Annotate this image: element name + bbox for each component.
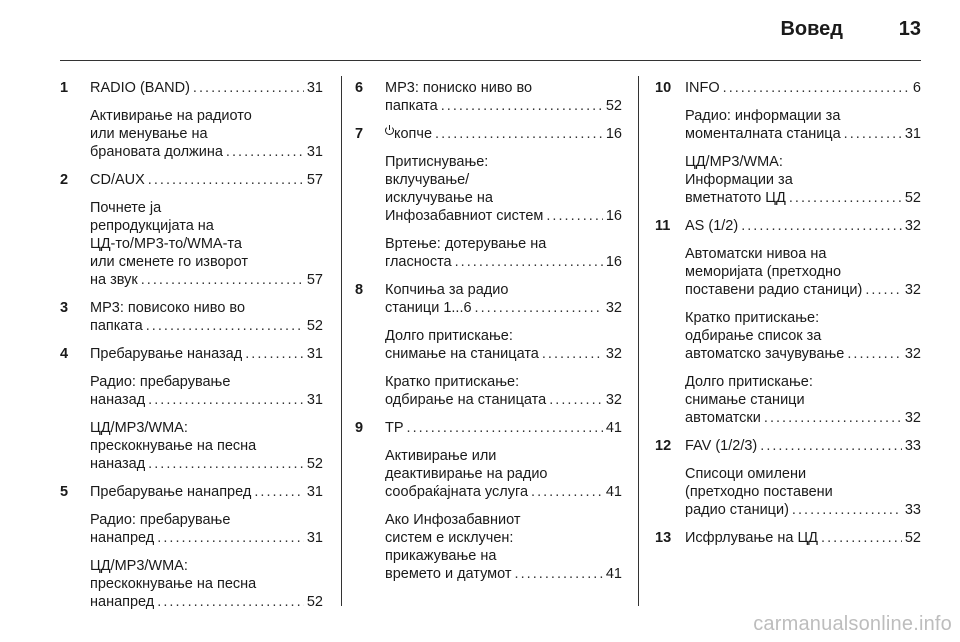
toc-paragraph	[385, 281, 622, 317]
toc-entry	[355, 419, 622, 583]
toc-line	[385, 447, 622, 465]
toc-line	[90, 253, 323, 271]
toc-paragraph	[90, 373, 323, 409]
toc-page-ref: 31	[306, 346, 323, 362]
toc-line-with-page	[90, 483, 323, 501]
page-header	[60, 18, 921, 48]
toc-text: Вртење: дотерување на	[385, 236, 547, 252]
toc-line	[90, 437, 323, 455]
toc-text: одбирање список за	[685, 328, 822, 344]
toc-line	[90, 575, 323, 593]
toc-text: нанапред	[90, 530, 155, 546]
toc-column-3	[655, 79, 921, 557]
dot-leader	[157, 529, 304, 547]
toc-text: сообраќајната услуга	[385, 484, 529, 500]
toc-page-ref: 52	[306, 456, 323, 472]
toc-text: Долго притискање:	[385, 328, 513, 344]
dot-leader	[407, 419, 603, 437]
toc-page-ref: 31	[306, 144, 323, 160]
toc-paragraph	[685, 107, 921, 143]
toc-text: Инфозабавниот систем	[385, 208, 544, 224]
entry-number: 10	[655, 80, 672, 96]
dot-leader	[542, 345, 603, 363]
toc-line	[685, 245, 921, 263]
toc-line-with-page	[90, 143, 323, 161]
entry-number: 6	[355, 80, 364, 96]
dot-leader	[193, 79, 304, 97]
toc-line	[90, 557, 323, 575]
dot-leader	[141, 271, 304, 289]
toc-page-ref: 32	[605, 300, 622, 316]
entry-number: 12	[655, 438, 672, 454]
page-number: 13	[898, 18, 921, 40]
entry-number: 11	[655, 218, 671, 234]
toc-paragraph	[685, 437, 921, 455]
toc-paragraph	[90, 483, 323, 501]
toc-text: ЦД/MP3/WMA:	[90, 558, 188, 574]
toc-line	[685, 391, 921, 409]
toc-text: ЦД-то/MP3-то/WMA-та	[90, 236, 242, 252]
toc-paragraph	[685, 373, 921, 427]
toc-line	[90, 235, 323, 253]
toc-text: (претходно поставени	[685, 484, 833, 500]
dot-leader	[789, 189, 902, 207]
dot-leader	[226, 143, 304, 161]
toc-text: Пребарување нанапред	[90, 484, 252, 500]
toc-page-ref: 32	[904, 218, 921, 234]
toc-line-with-page	[685, 409, 921, 427]
toc-entry	[60, 171, 323, 289]
toc-text: Радио: пребарување	[90, 512, 231, 528]
toc-line-with-page	[385, 345, 622, 363]
toc-line	[385, 189, 622, 207]
toc-page-ref: 32	[904, 410, 921, 426]
toc-text: исклучување на	[385, 190, 493, 206]
toc-page-ref: 31	[306, 484, 323, 500]
toc-page-ref: 31	[306, 392, 323, 408]
toc-line	[90, 511, 323, 529]
toc-paragraph	[385, 419, 622, 437]
entry-number: 1	[60, 80, 69, 96]
toc-text: меморијата (претходно	[685, 264, 842, 280]
toc-text: одбирање на станицата	[385, 392, 547, 408]
toc-line	[685, 309, 921, 327]
toc-text: INFO	[685, 80, 720, 96]
dot-leader	[148, 455, 304, 473]
toc-paragraph	[685, 309, 921, 363]
toc-paragraph	[685, 529, 921, 547]
toc-paragraph	[385, 447, 622, 501]
toc-entry	[655, 529, 921, 547]
dot-leader	[549, 391, 603, 409]
toc-line-with-page	[385, 97, 622, 115]
toc-page-ref: 16	[605, 254, 622, 270]
toc-text: на звук	[90, 272, 138, 288]
dot-leader	[723, 79, 910, 97]
entry-number: 8	[355, 282, 364, 298]
toc-text: систем е исклучен:	[385, 530, 514, 546]
toc-line-with-page	[685, 345, 921, 363]
power-icon	[385, 125, 388, 135]
toc-line	[385, 235, 622, 253]
toc-line-with-page	[385, 299, 622, 317]
dot-leader	[515, 565, 603, 583]
dot-leader	[254, 483, 304, 501]
toc-line-with-page	[685, 79, 921, 97]
toc-paragraph	[385, 153, 622, 225]
dot-leader	[760, 437, 902, 455]
dot-leader	[844, 125, 902, 143]
toc-text: наназад	[90, 456, 146, 472]
toc-text: Пребарување наназад	[90, 346, 243, 362]
toc-line-with-page	[90, 391, 323, 409]
toc-paragraph	[90, 345, 323, 363]
toc-text: TP	[385, 420, 404, 436]
toc-text: Автоматски нивоа на	[685, 246, 827, 262]
toc-text: радио станици)	[685, 502, 789, 518]
toc-column-2	[355, 79, 622, 593]
entry-number: 2	[60, 172, 69, 188]
toc-text: прескокнување на песна	[90, 576, 257, 592]
toc-text: папката	[90, 318, 143, 334]
toc-text: Радио: информации за	[685, 108, 841, 124]
dot-leader	[455, 253, 603, 271]
toc-line-with-page	[685, 437, 921, 455]
toc-paragraph	[385, 125, 622, 143]
toc-column-1	[60, 79, 323, 621]
toc-text: снимање на станицата	[385, 346, 539, 362]
toc-text: MP3: пониско ниво во	[385, 80, 533, 96]
toc-paragraph	[385, 327, 622, 363]
toc-text: FAV (1/2/3)	[685, 438, 758, 454]
toc-text: наназад	[90, 392, 146, 408]
toc-page-ref: 31	[306, 80, 323, 96]
toc-entry	[655, 217, 921, 427]
toc-line	[90, 373, 323, 391]
dot-leader	[148, 391, 304, 409]
toc-line	[90, 217, 323, 235]
entry-number: 9	[355, 420, 364, 436]
entry-number: 7	[355, 126, 364, 142]
entry-number: 4	[60, 346, 69, 362]
toc-page-ref: 57	[306, 272, 323, 288]
toc-text: снимање станици	[685, 392, 805, 408]
toc-text: поставени радио станици)	[685, 282, 863, 298]
toc-entry	[655, 437, 921, 519]
column-divider	[341, 76, 342, 606]
header-rule	[60, 60, 921, 61]
toc-text: автоматски	[685, 410, 761, 426]
toc-text: нанапред	[90, 594, 155, 610]
toc-page-ref: 41	[605, 420, 622, 436]
toc-page-ref: 52	[605, 98, 622, 114]
toc-paragraph	[685, 217, 921, 235]
toc-line	[385, 511, 622, 529]
toc-line	[385, 373, 622, 391]
toc-line-with-page	[90, 271, 323, 289]
toc-page-ref: 31	[904, 126, 921, 142]
toc-text: Списоци омилени	[685, 466, 807, 482]
toc-line	[90, 419, 323, 437]
toc-entry	[355, 125, 622, 271]
toc-line-with-page	[90, 317, 323, 335]
toc-paragraph	[685, 465, 921, 519]
toc-line-with-page	[685, 281, 921, 299]
dot-leader	[441, 97, 603, 115]
toc-text: Активирање на радиото	[90, 108, 252, 124]
toc-line	[90, 107, 323, 125]
toc-entry	[60, 345, 323, 473]
dot-leader	[531, 483, 603, 501]
toc-text: вклучување/	[385, 172, 470, 188]
toc-text: MP3: повисоко ниво во	[90, 300, 246, 316]
toc-page-ref: 57	[306, 172, 323, 188]
toc-page-ref: 41	[605, 566, 622, 582]
toc-text: Притиснување:	[385, 154, 489, 170]
toc-line	[385, 281, 622, 299]
toc-page-ref: 16	[605, 208, 622, 224]
toc-text: ЦД/MP3/WMA:	[685, 154, 783, 170]
dot-leader	[475, 299, 603, 317]
toc-line-with-page	[385, 391, 622, 409]
dot-leader	[741, 217, 902, 235]
toc-page-ref: 52	[904, 530, 921, 546]
toc-line	[685, 153, 921, 171]
toc-line-with-page	[90, 345, 323, 363]
toc-text: брановата должина	[90, 144, 223, 160]
toc-paragraph	[90, 79, 323, 97]
toc-line-with-page	[90, 529, 323, 547]
toc-text: гласноста	[385, 254, 452, 270]
toc-entry	[60, 483, 323, 611]
toc-page-ref: 32	[904, 346, 921, 362]
toc-text: ЦД/MP3/WMA:	[90, 420, 188, 436]
entry-number: 13	[655, 530, 672, 546]
toc-line	[385, 529, 622, 547]
toc-line	[385, 153, 622, 171]
dot-leader	[847, 345, 902, 363]
toc-text: или сменете го изворот	[90, 254, 248, 270]
watermark: carmanualsonline.info	[753, 613, 952, 635]
toc-text: папката	[385, 98, 438, 114]
toc-line	[685, 327, 921, 345]
toc-line	[685, 465, 921, 483]
toc-page-ref: 33	[904, 502, 921, 518]
toc-text: автоматско зачувување	[685, 346, 845, 362]
toc-text: прескокнување на песна	[90, 438, 257, 454]
toc-line	[685, 373, 921, 391]
toc-text: Информации за	[685, 172, 793, 188]
toc-paragraph	[90, 299, 323, 335]
column-divider	[638, 76, 639, 606]
dot-leader	[435, 125, 603, 143]
dot-leader	[764, 409, 902, 427]
toc-paragraph	[90, 199, 323, 289]
toc-text: времето и датумот	[385, 566, 512, 582]
toc-text: Кратко притискање:	[685, 310, 820, 326]
toc-line-with-page	[90, 171, 323, 189]
toc-text: репродукцијата на	[90, 218, 214, 234]
toc-text: AS (1/2)	[685, 218, 739, 234]
toc-paragraph	[385, 511, 622, 583]
toc-line	[685, 263, 921, 281]
toc-text: прикажување на	[385, 548, 497, 564]
toc-page-ref: 52	[306, 318, 323, 334]
toc-page-ref: 32	[904, 282, 921, 298]
toc-line	[90, 125, 323, 143]
toc-line	[385, 465, 622, 483]
toc-text: моменталната станица	[685, 126, 841, 142]
toc-line-with-page	[685, 125, 921, 143]
toc-line-with-page	[90, 593, 323, 611]
toc-text: Копчиња за радио	[385, 282, 509, 298]
toc-line-with-page	[685, 189, 921, 207]
toc-line-with-page	[385, 419, 622, 437]
toc-paragraph	[685, 79, 921, 97]
toc-paragraph	[90, 419, 323, 473]
toc-text: CD/AUX	[90, 172, 145, 188]
toc-text: Долго притискање:	[685, 374, 813, 390]
toc-line	[685, 107, 921, 125]
toc-paragraph	[90, 107, 323, 161]
toc-text: RADIO (BAND)	[90, 80, 190, 96]
toc-line	[385, 79, 622, 97]
dot-leader	[148, 171, 304, 189]
toc-line-with-page	[90, 455, 323, 473]
toc-text: или менување на	[90, 126, 208, 142]
section-title: Вовед	[780, 18, 843, 40]
toc-line	[685, 483, 921, 501]
toc-line	[385, 171, 622, 189]
toc-text: вметнатото ЦД	[685, 190, 786, 206]
toc-line-with-page	[685, 529, 921, 547]
toc-paragraph	[685, 153, 921, 207]
toc-text: Кратко притискање:	[385, 374, 520, 390]
toc-paragraph	[90, 171, 323, 189]
toc-paragraph	[385, 235, 622, 271]
toc-text: Почнете ја	[90, 200, 162, 216]
toc-page-ref: 16	[605, 126, 622, 142]
toc-page-ref: 31	[306, 530, 323, 546]
toc-line	[685, 171, 921, 189]
dot-leader	[146, 317, 304, 335]
toc-entry	[355, 79, 622, 115]
toc-page-ref: 52	[904, 190, 921, 206]
toc-page-ref: 52	[306, 594, 323, 610]
toc-page-ref: 6	[912, 80, 921, 96]
toc-text: станици 1...6	[385, 300, 472, 316]
toc-line-with-page	[385, 125, 622, 143]
toc-line-with-page	[385, 483, 622, 501]
toc-text: Ако Инфозабавниот	[385, 512, 521, 528]
toc-line-with-page	[685, 217, 921, 235]
toc-paragraph	[385, 79, 622, 115]
toc-text: Активирање или	[385, 448, 497, 464]
toc-page-ref: 41	[605, 484, 622, 500]
dot-leader	[157, 593, 304, 611]
toc-line	[385, 547, 622, 565]
toc-line-with-page	[685, 501, 921, 519]
dot-leader	[821, 529, 902, 547]
dot-leader	[865, 281, 901, 299]
toc-entry	[355, 281, 622, 409]
dot-leader	[546, 207, 603, 225]
toc-text: копче	[393, 126, 433, 142]
toc-paragraph	[685, 245, 921, 299]
toc-entry	[60, 79, 323, 161]
toc-line-with-page	[385, 565, 622, 583]
toc-line-with-page	[385, 253, 622, 271]
toc-line	[385, 327, 622, 345]
dot-leader	[792, 501, 902, 519]
entry-number: 3	[60, 300, 69, 316]
toc-line	[90, 199, 323, 217]
toc-line-with-page	[385, 207, 622, 225]
entry-number: 5	[60, 484, 69, 500]
toc-line	[90, 299, 323, 317]
toc-page-ref: 32	[605, 392, 622, 408]
toc-text: деактивирање на радио	[385, 466, 548, 482]
toc-entry	[60, 299, 323, 335]
toc-text: Исфрлување на ЦД	[685, 530, 819, 546]
toc-paragraph	[385, 373, 622, 409]
dot-leader	[245, 345, 304, 363]
toc-text: Радио: пребарување	[90, 374, 231, 390]
toc-paragraph	[90, 557, 323, 611]
toc-entry	[655, 79, 921, 207]
toc-line-with-page	[90, 79, 323, 97]
toc-page-ref: 32	[605, 346, 622, 362]
toc-page-ref: 33	[904, 438, 921, 454]
toc-paragraph	[90, 511, 323, 547]
